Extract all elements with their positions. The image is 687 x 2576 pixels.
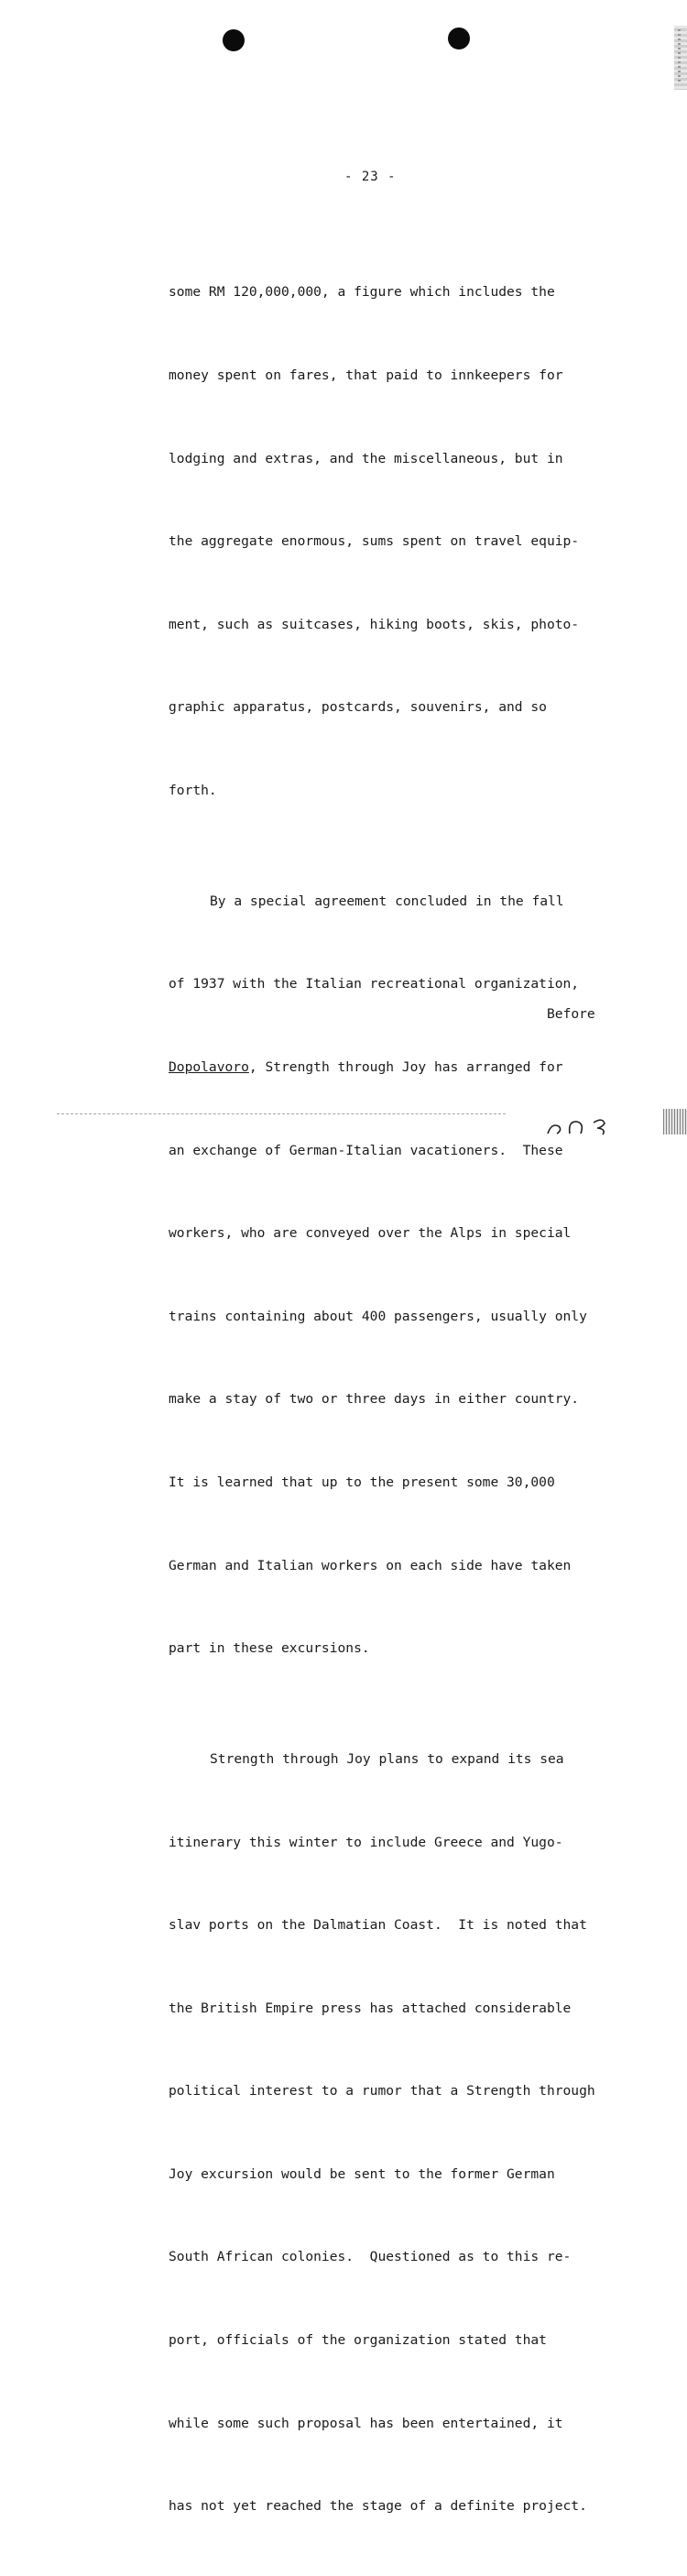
- catchword: Before: [547, 1006, 595, 1022]
- punch-hole-left: [223, 29, 245, 51]
- text-line: has not yet reached the stage of a definite project.: [169, 2498, 587, 2515]
- text-line: Strength through Joy plans to expand its sea: [210, 1750, 564, 1767]
- text-line: ment, such as suitcases, hiking boots, skis, photo-: [169, 616, 580, 632]
- text-line: the British Empire press has attached considerable: [169, 2000, 572, 2016]
- handwritten-mark: [542, 1115, 616, 1135]
- scan-edge-artifact: [663, 1109, 687, 1135]
- text-line: of 1937 with the Italian recreational organization,: [169, 976, 580, 992]
- text-line: It is learned that up to the present some 30,000: [169, 1474, 555, 1490]
- text-line: while some such proposal has been entertained, it: [169, 2415, 563, 2431]
- text-line: Joy excursion would be sent to the former German: [169, 2165, 555, 2182]
- text-line: [169, 1054, 645, 1081]
- body-text: [169, 224, 645, 2576]
- text-line: By a special agreement concluded in the fall: [210, 893, 564, 909]
- underlined-term: Dopolavoro: [169, 1058, 249, 1075]
- text-line: trains containing about 400 passengers, usually only: [169, 1308, 587, 1324]
- binding-edge-mark: [674, 26, 687, 90]
- text-line: political interest to a rumor that a Strength through: [169, 2083, 595, 2099]
- text-line: forth.: [169, 782, 217, 798]
- text-line: graphic apparatus, postcards, souvenirs, and so: [169, 699, 547, 716]
- text-line: make a stay of two or three days in either country.: [169, 1391, 580, 1408]
- page-number: - 23 -: [344, 170, 397, 184]
- text-line: the aggregate enormous, sums spent on travel equip-: [169, 533, 580, 550]
- text-line: port, officials of the organization stated that: [169, 2332, 547, 2349]
- text-line: lodging and extras, and the miscellaneous, but in: [169, 450, 563, 466]
- punch-hole-right: [448, 27, 470, 49]
- text-line: German and Italian workers on each side have taken: [169, 1557, 572, 1573]
- text-line: itinerary this winter to include Greece and Yugo-: [169, 1834, 563, 1850]
- text-line: South African colonies. Questioned as to this re-: [169, 2249, 572, 2265]
- text-line: money spent on fares, that paid to innkeepers for: [169, 367, 563, 383]
- text-fragment: , Strength through Joy has arranged for: [248, 1058, 563, 1075]
- text-line: workers, who are conveyed over the Alps in special: [169, 1225, 572, 1242]
- text-line: some RM 120,000,000, a figure which includes the: [169, 284, 555, 301]
- text-line: slav ports on the Dalmatian Coast. It is noted that: [169, 1917, 587, 1934]
- text-line: an exchange of German-Italian vacationers. These: [169, 1142, 563, 1158]
- footer-rule: [57, 1113, 506, 1114]
- text-line: part in these excursions.: [169, 1640, 370, 1657]
